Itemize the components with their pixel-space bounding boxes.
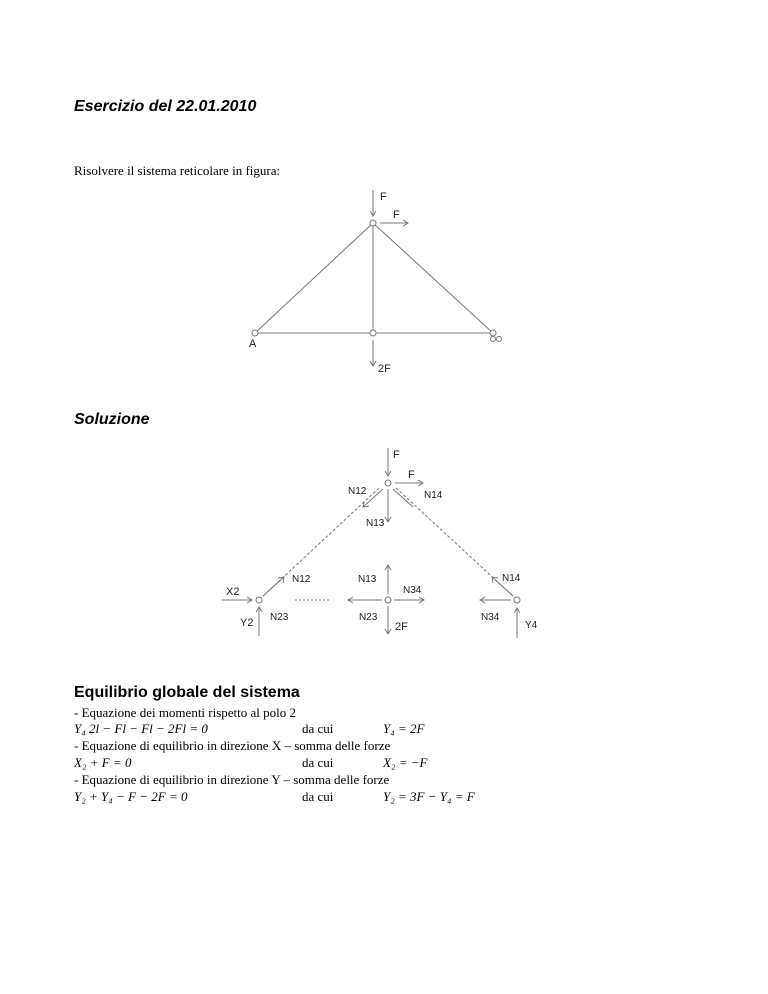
solution-title: Soluzione: [74, 411, 150, 428]
label-support-left: A: [249, 338, 257, 350]
eq-line-4-dacui: da cui: [302, 755, 334, 770]
fbd-label-F-h: F: [408, 469, 415, 481]
eq-line-6-rhs: Y₂ = 3F − Y₄ = F: [383, 789, 475, 804]
label-load-bottom: 2F: [378, 363, 391, 375]
fbd-node-left: [256, 597, 262, 603]
eq-line-6-dacui: da cui: [302, 789, 334, 804]
fbd-label-N12-left: N12: [292, 574, 311, 585]
fbd-node-mid: [385, 597, 391, 603]
eq-line-2-lhs: Y₄ 2l − Fl − Fl − 2Fl = 0: [74, 721, 208, 736]
eq-line-6-lhs: Y₂ + Y₄ − F − 2F = 0: [74, 789, 188, 804]
fbd-label-X2: X2: [226, 586, 240, 598]
fbd-node-top: [385, 480, 391, 486]
equilibrium-title: Equilibrio globale del sistema: [74, 684, 300, 701]
fbd-label-N13-mid: N13: [358, 574, 377, 585]
eq-line-2-rhs: Y₄ = 2F: [383, 721, 425, 736]
fbd-label-N34-mid: N34: [403, 585, 422, 596]
intro-text: Risolvere il sistema reticolare in figura:: [74, 163, 281, 178]
fbd-label-N14-right: N14: [502, 573, 521, 584]
eq-line-4-lhs: X₂ + F = 0: [74, 755, 132, 770]
eq-line-3: - Equazione di equilibrio in direzione X – somma delle forze: [74, 738, 391, 753]
fbd-label-N34-right: N34: [481, 612, 500, 623]
eq-line-2-dacui: da cui: [302, 721, 334, 736]
fbd-node-right: [514, 597, 520, 603]
fbd-label-N23-mid: N23: [359, 612, 378, 623]
label-load-top-v: F: [380, 191, 387, 203]
exercise-title: Esercizio del 22.01.2010: [74, 98, 257, 115]
fbd-label-N13-top: N13: [366, 518, 385, 529]
fbd-label-2F: 2F: [395, 621, 408, 633]
eq-line-4-rhs: X₂ = −F: [383, 755, 428, 770]
eq-line-1: - Equazione dei momenti rispetto al polo 2: [74, 705, 297, 720]
fbd-label-Y4: Y4: [525, 620, 538, 631]
fbd-label-F-v: F: [393, 449, 400, 461]
fbd-label-N14-top: N14: [424, 490, 443, 501]
fbd-label-N23-left: N23: [270, 612, 289, 623]
eq-line-5: - Equazione di equilibrio in direzione Y – somma delle forze: [74, 772, 390, 787]
label-load-top-h: F: [393, 209, 400, 221]
fbd-label-N12-top: N12: [348, 486, 367, 497]
fbd-label-Y2: Y2: [240, 617, 254, 629]
